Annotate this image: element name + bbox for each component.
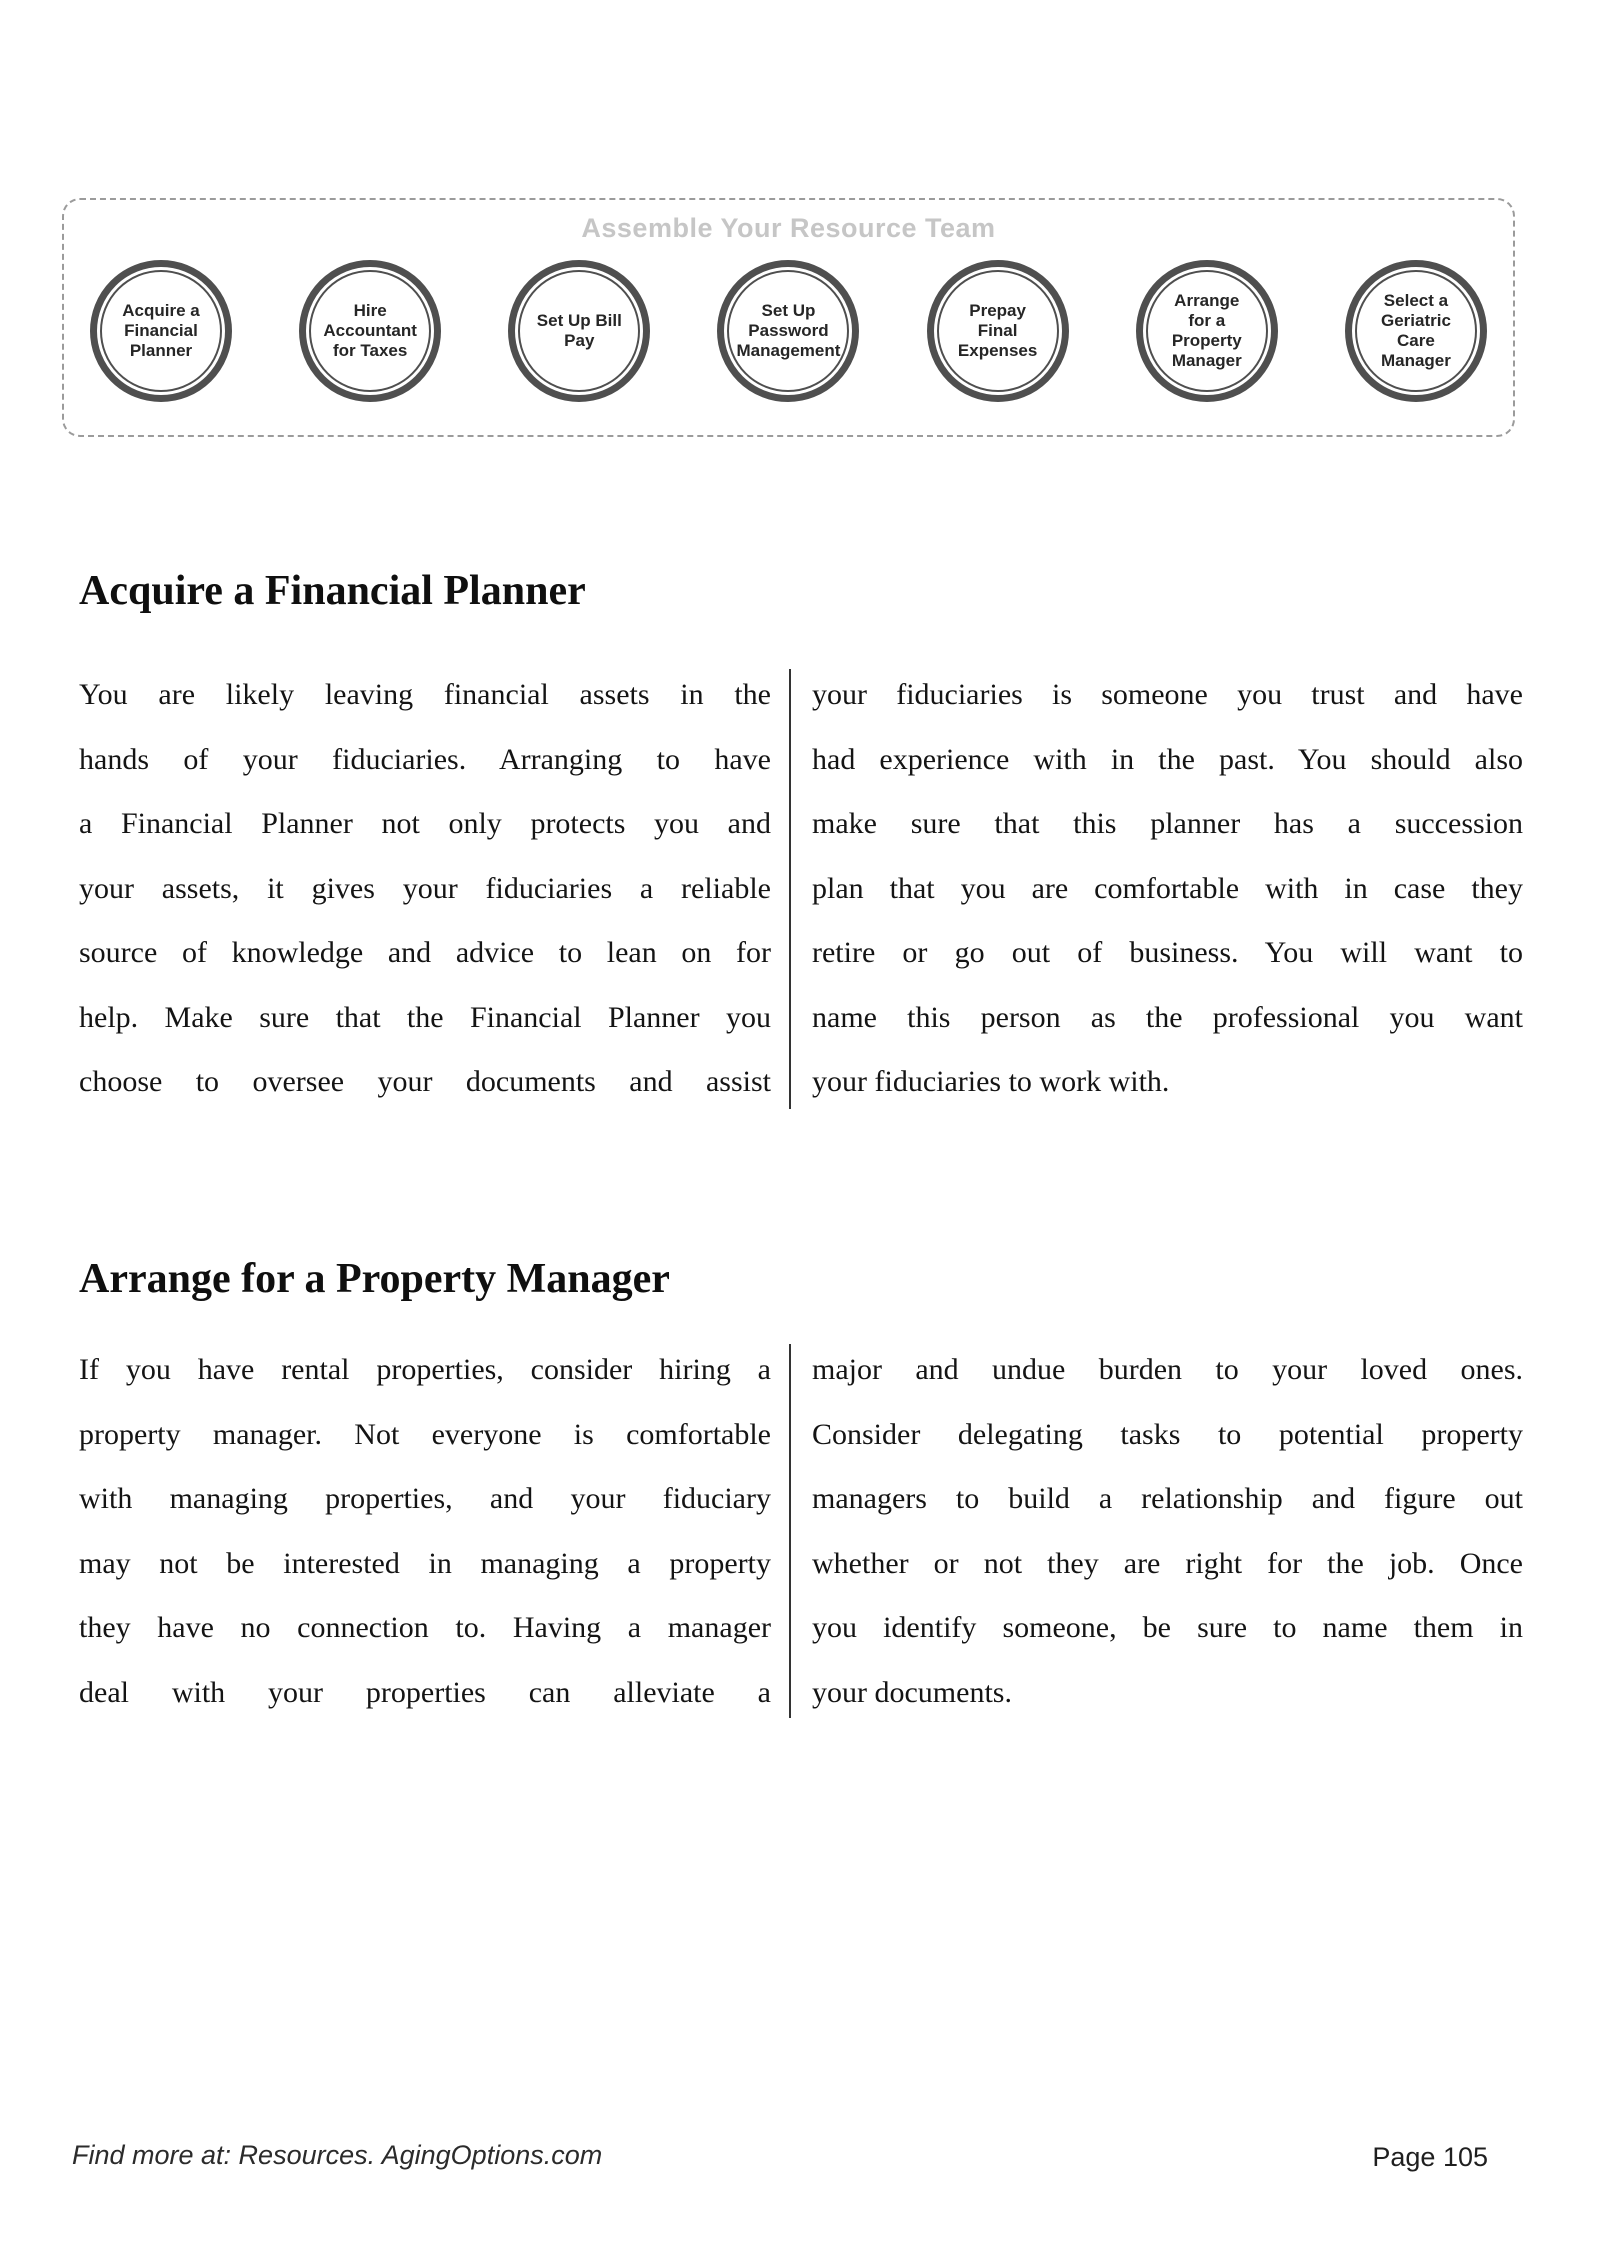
text-line: Set Up xyxy=(761,301,816,320)
text-line: Prepay xyxy=(969,301,1026,320)
text-line: for a xyxy=(1188,311,1226,330)
badge-label xyxy=(323,301,417,361)
text-line: managers to build a relationship and figure out xyxy=(812,1482,1523,1515)
page-number: Page 105 xyxy=(1372,2142,1488,2172)
text-line: Expenses xyxy=(957,341,1038,360)
text-line: Manager xyxy=(1171,351,1242,370)
text-line: Set Up Bill xyxy=(536,311,622,330)
badge-label xyxy=(537,311,622,351)
text-line: If you have rental properties, consider hiring a xyxy=(79,1353,771,1386)
badge-label xyxy=(1381,291,1451,371)
badge-label xyxy=(958,301,1037,361)
text-line: hands of your fiduciaries. Arranging to have xyxy=(79,742,771,776)
text-line: source of knowledge and advice to lean on for xyxy=(79,936,771,969)
badge-password-management xyxy=(717,260,859,402)
badge-inner-ring xyxy=(518,270,640,392)
text-line: choose to oversee your documents and assist xyxy=(79,1065,771,1098)
text-column-right xyxy=(812,663,1523,1115)
text-line: a Financial Planner not only protects you and xyxy=(79,807,771,840)
badge-inner-ring xyxy=(100,270,222,392)
badge-label xyxy=(737,301,841,361)
badge-set-up-bill-pay xyxy=(508,260,650,402)
text-column-left xyxy=(79,663,771,1115)
text-line: Acquire a xyxy=(122,301,200,320)
text-line: help. Make sure that the Financial Planner you xyxy=(79,1000,771,1034)
column-divider xyxy=(789,669,791,1109)
badge-inner-ring xyxy=(1146,270,1268,392)
footer-resources-link: Find more at: Resources. AgingOptions.com xyxy=(72,2140,603,2170)
text-line: Select a xyxy=(1383,291,1449,310)
badge-inner-ring xyxy=(1355,270,1477,392)
text-line: Accountant xyxy=(323,321,417,340)
text-line: Password xyxy=(748,321,829,340)
text-line: had experience with in the past. You should also xyxy=(812,742,1523,776)
text-line: Final xyxy=(977,321,1018,340)
text-line: plan that you are comfortable with in case they xyxy=(812,871,1523,905)
badge-label xyxy=(122,301,199,361)
badge-acquire-financial-planner xyxy=(90,260,232,402)
column-divider xyxy=(789,1344,791,1718)
badge-inner-ring xyxy=(937,270,1059,392)
text-line: retire or go out of business. You will want to xyxy=(812,936,1523,969)
text-line: Hire xyxy=(353,301,387,320)
text-line: with managing properties, and your fiduciary xyxy=(79,1482,771,1515)
text-line: You are likely leaving financial assets in the xyxy=(79,678,771,711)
text-line: deal with your properties can alleviate a xyxy=(79,1675,771,1709)
text-line: Property xyxy=(1171,331,1242,350)
text-line: Planner xyxy=(129,341,193,360)
resource-team-badges xyxy=(64,260,1513,402)
text-line: Financial xyxy=(124,321,198,340)
text-line: your fiduciaries is someone you trust and have xyxy=(812,678,1523,711)
text-line: Management xyxy=(736,341,841,360)
text-line: your documents. xyxy=(812,1675,1012,1709)
text-line: Consider delegating tasks to potential property xyxy=(812,1417,1523,1451)
text-line: Manager xyxy=(1380,351,1451,370)
text-line: Geriatric xyxy=(1380,311,1451,330)
section-heading-property-manager: Arrange for a Property Manager xyxy=(79,1256,670,1302)
badge-geriatric-care-manager xyxy=(1345,260,1487,402)
text-line: your assets, it gives your fiduciaries a reliable xyxy=(79,871,771,905)
badge-inner-ring xyxy=(727,270,849,392)
text-line: may not be interested in managing a property xyxy=(79,1546,771,1580)
text-line: major and undue burden to your loved ones. xyxy=(812,1353,1523,1386)
text-line: they have no connection to. Having a manager xyxy=(79,1611,771,1644)
section-body-financial-planner xyxy=(79,663,1523,1115)
text-line: Pay xyxy=(564,331,595,350)
text-line: for Taxes xyxy=(332,341,408,360)
text-line: you identify someone, be sure to name them in xyxy=(812,1611,1523,1644)
text-line: property manager. Not everyone is comfortable xyxy=(79,1417,771,1451)
badge-label xyxy=(1172,291,1242,371)
resource-team-title: Assemble Your Resource Team xyxy=(581,213,996,243)
text-line: Arrange xyxy=(1174,291,1240,310)
section-body-property-manager xyxy=(79,1338,1523,1725)
badge-prepay-final-expenses xyxy=(927,260,1069,402)
text-line: whether or not they are right for the job. Once xyxy=(812,1546,1523,1580)
text-line: make sure that this planner has a succession xyxy=(812,807,1523,840)
section-heading-financial-planner: Acquire a Financial Planner xyxy=(79,568,586,614)
text-column-right xyxy=(812,1338,1523,1725)
resource-team-panel xyxy=(62,198,1515,437)
text-line: name this person as the professional you want xyxy=(812,1000,1523,1034)
badge-hire-accountant xyxy=(299,260,441,402)
badge-property-manager xyxy=(1136,260,1278,402)
badge-inner-ring xyxy=(309,270,431,392)
text-line: Care xyxy=(1397,331,1435,350)
text-column-left xyxy=(79,1338,771,1725)
text-line: your fiduciaries to work with. xyxy=(812,1065,1170,1098)
